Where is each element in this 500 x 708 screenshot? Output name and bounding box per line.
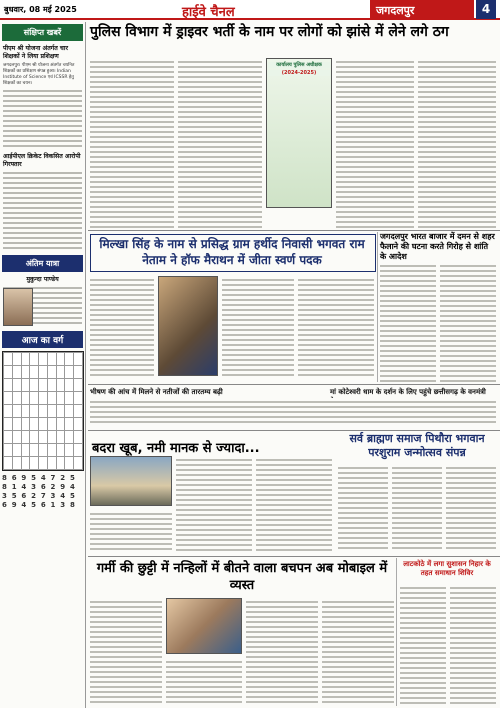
brief2-headline: आईपीएल क्रिकेट विकसित आरोपी गिरफ्तार: [3, 153, 81, 168]
puzzle-answer-digits: 8 6 9 5 4 7 2 5 8 1 4 3 6 2 9 4 3 5 6 2 7 3 4 5 6 9 4 5 6 1 3 8: [2, 474, 77, 509]
marathon-headline: मिल्खा सिंह के नाम से प्रसिद्ध ग्राम हर्थीद निवासी भगवत राम नेताम ने हॉफ मैराथन में जीता स्वर्ण पदक: [99, 237, 365, 267]
brief1-body: [0, 89, 85, 151]
shivir-text-col1: [400, 584, 446, 704]
weather-text-col2: [256, 456, 332, 552]
issue-date: बुधवार, 08 मई 2025: [4, 5, 77, 14]
lead-text-col4: [418, 58, 496, 228]
divider: [377, 232, 378, 382]
brief1-headline: पीएम श्री योजना अंतर्गत चार शिक्षकों ने लिया प्रशिक्षण: [3, 45, 68, 60]
shivir-headline: लाटकोठे में लगा सुशासन निहार के तहत समाधान शिविर: [403, 560, 491, 577]
obituary-photo: [3, 288, 33, 326]
samaj-text-col2: [392, 464, 442, 552]
mobile-text-col3: [246, 598, 318, 704]
divider: [88, 556, 500, 557]
puzzle-grid: [2, 351, 84, 471]
inset-title: कार्यालय पुलिस अधीक्षक: [268, 62, 330, 68]
strip-headline-right: मां कोटेश्वरी धाम के दर्शन के लिए पहुंचे छत्तीसगढ़ के वनमंत्री: [330, 388, 486, 396]
antim-yatra-title: अंतिम यात्रा: [2, 255, 83, 272]
weather-photo: [90, 456, 172, 506]
antim-yatra-name: मुकुन्दा पाण्डेय: [26, 276, 59, 283]
police-notice-inset: [266, 58, 332, 208]
samaj-text-col1: [338, 464, 388, 552]
mobile-text-col4: [322, 598, 394, 704]
weather-text-col0: [90, 510, 172, 552]
right-text-col2: [440, 262, 496, 382]
strip-headline-left: भीषण की आंच में मिलने से नतीजों की तारतम्य बढ़ी: [90, 388, 223, 396]
obituary-block: [0, 286, 85, 328]
left-column: [0, 22, 86, 708]
lead-text-col2: [178, 58, 262, 228]
divider: [88, 384, 500, 385]
mobile-text-col1: [90, 598, 162, 704]
lead-headline: पुलिस विभाग में ड्राइवर भर्ती के नाम पर लोगों को झांसे में लेने लगे ठग: [90, 24, 449, 40]
mobile-text-col2: [166, 658, 242, 704]
divider: [396, 558, 397, 706]
strip-text: [90, 398, 496, 426]
masthead: [0, 0, 500, 20]
samaj-text-col3: [446, 464, 496, 552]
page-number: 4: [476, 0, 496, 19]
weather-headline: बदरा खूब, नमी मानक से ज्यादा...: [92, 441, 260, 456]
weather-text-col1: [176, 456, 252, 552]
runner-photo: [158, 276, 218, 376]
lead-text-col1: [90, 58, 174, 228]
marathon-text-col3: [298, 276, 374, 376]
puzzle-title: आज का वर्ग: [2, 331, 83, 348]
right-headline: जगदलपुर भारत बाजार में दमन से शहर फैलाने की घटना करते गिरोह से शांति के आदेश: [380, 232, 495, 261]
divider: [88, 230, 500, 231]
samaj-headline: सर्व ब्राह्मण समाज पिथौरा भगवान परशुराम जन्मोत्सव संपन्न: [349, 432, 485, 459]
brief1-text: जगदलपुर। पीएम श्री योजना अंतर्गत चयनित शिक्षकों का प्रशिक्षण संपन्न हुआ। Indian Institute of Science एवं ICSSR हेतु शिक्षकों का चयन।: [3, 63, 75, 86]
marathon-text-col1: [90, 276, 154, 376]
city-banner: जगदलपुर: [370, 0, 474, 19]
marathon-text-col2: [222, 276, 294, 376]
children-mobile-photo: [166, 598, 242, 654]
brief-section-title: संक्षिप्त खबरें: [2, 24, 83, 41]
mobile-headline: गर्मी की छुट्टी में नन्हिलों में बीतने वाला बचपन अब मोबाइल में व्यस्त: [96, 561, 388, 593]
inset-year: (2024-2025): [268, 70, 330, 76]
newspaper-name: हाईवे चैनल: [182, 5, 235, 20]
shivir-text-col2: [450, 584, 496, 704]
brief2-body: [0, 171, 85, 253]
lead-text-col3: [336, 58, 414, 228]
divider: [88, 430, 500, 431]
right-text-col1: [380, 262, 436, 382]
